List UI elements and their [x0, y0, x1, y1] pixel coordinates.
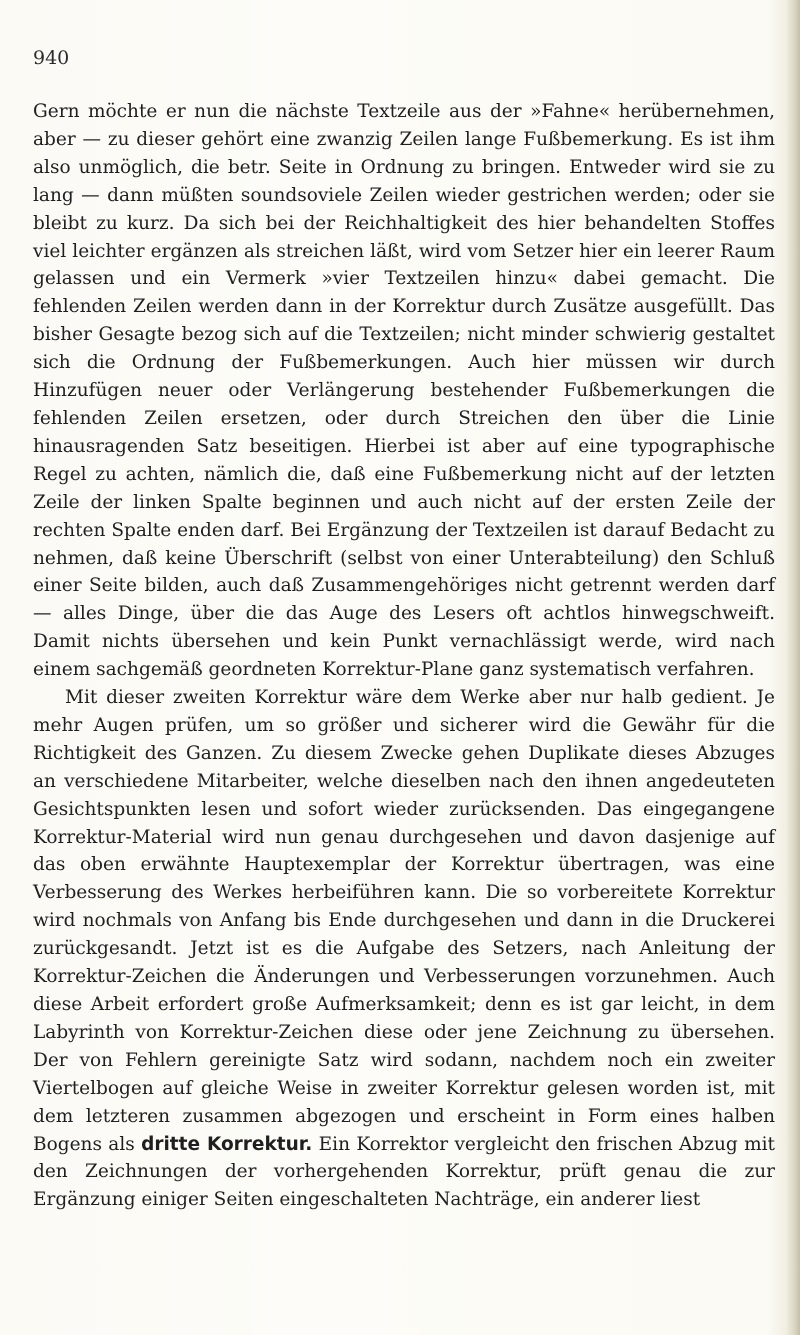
paragraph-1: Gern möchte er nun die nächste Textzeile aus der »Fahne« herübernehmen, aber — zu dieser gehört eine zwanzig Zeilen lange Fußbemerkung. Es ist ihm also unmöglich, die betr. Seite in Ordnung zu bringen. Entweder wird sie zu lang — dann müßten soundsoviele Zeilen wieder gestrichen werden; oder sie bleibt zu kurz. Da sich bei der Reichhaltigkeit des hier behandelten Stoffes viel leichter ergänzen als streichen läßt, wird vom Setzer hier ein leerer Raum gelassen und ein Vermerk »vier Textzeilen hinzu« dabei gemacht. Die fehlenden Zeilen werden dann in der Korrektur durch Zusätze ausgefüllt. Das bisher Gesagte bezog sich auf die Textzeilen; nicht minder schwierig gestaltet sich die Ordnung der Fußbemerkungen. Auch hier müssen wir durch Hinzufügen neuer oder Verlängerung bestehender Fußbemerkungen die fehlenden Zeilen ersetzen, oder durch Streichen den über die Linie hinausragenden Satz beseitigen. Hierbei ist aber auf eine typographische Regel zu achten, nämlich die, daß eine Fußbemerkung nicht auf der letzten Zeile der linken Spalte beginnen und auch nicht auf der ersten Zeile der rechten Spalte enden darf. Bei Ergänzung der Textzeilen ist darauf Bedacht zu nehmen, daß keine Überschrift (selbst von einer Unterabteilung) den Schluß einer Seite bilden, auch daß Zusammengehöriges nicht getrennt werden darf — alles Dinge, über die das Auge des Lesers oft achtlos hinwegschweift. Damit nichts übersehen und kein Punkt vernachlässigt werde, wird nach einem sachgemäß geordneten Korrektur-Plane ganz systematisch verfahren.: [33, 101, 775, 681]
paragraph-2-text-after: Ein Korrektor vergleicht den frischen Abzug mit den Zeichnungen der vorhergehenden Korrektur, prüft genau die zur Ergänzung einiger Seiten eingeschalteten Nachträge, ein anderer liest: [33, 1133, 775, 1211]
page-edge-shadow: [786, 0, 800, 1335]
paragraph-2-emphasis: dritte Korrektur.: [141, 1133, 313, 1155]
paragraph-2: [33, 684, 775, 1214]
page-number: 940: [33, 47, 70, 69]
body-text: [33, 98, 775, 1214]
paragraph-2-text-before: Mit dieser zweiten Korrektur wäre dem Werke aber nur halb gedient. Je mehr Augen prüfen, um so größer und sicherer wird die Gewähr für die Richtigkeit des Ganzen. Zu diesem Zwecke gehen Duplikate dieses Abzuges an verschiedene Mitarbeiter, welche dieselben nach den ihnen angedeuteten Gesichtspunkten lesen und sofort wieder zurücksenden. Das eingegangene Korrektur-Material wird nun genau durchgesehen und davon dasjenige auf das oben erwähnte Hauptexemplar der Korrektur übertragen, was eine Verbesserung des Werkes herbeiführen kann. Die so vorbereitete Korrektur wird nochmals von Anfang bis Ende durchgesehen und dann in die Druckerei zurückgesandt. Jetzt ist es die Aufgabe des Setzers, nach Anleitung der Korrektur-Zeichen die Änderungen und Verbesserungen vorzunehmen. Auch diese Arbeit erfordert große Aufmerksamkeit; denn es ist gar leicht, in dem Labyrinth von Korrektur-Zeichen diese oder jene Zeichnung zu übersehen. Der von Fehlern gereinigte Satz wird sodann, nachdem noch ein zweiter Viertelbogen auf gleiche Weise in zweiter Korrektur gelesen worden ist, mit dem letzteren zusammen abgezogen und erscheint in Form eines halben Bogens als: [33, 687, 775, 1155]
